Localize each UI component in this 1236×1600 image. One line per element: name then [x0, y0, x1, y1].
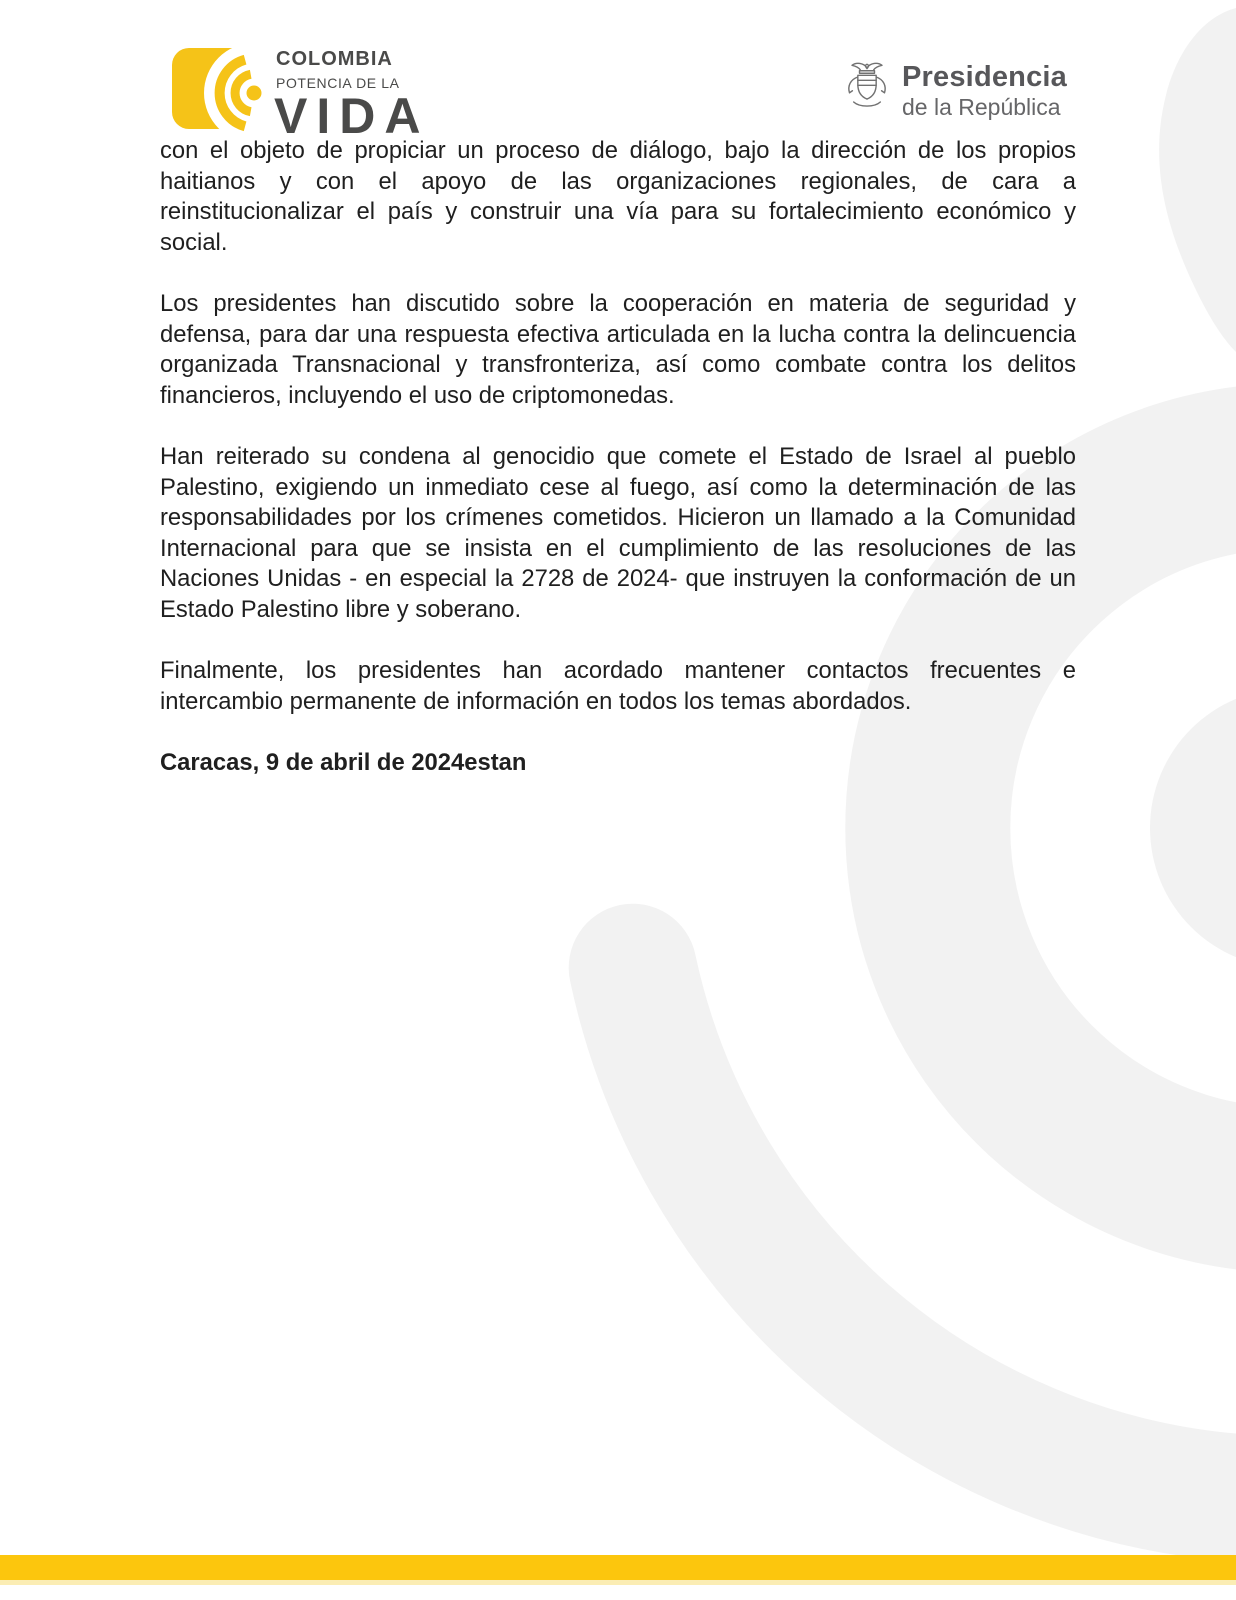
- paragraph: [160, 289, 1076, 411]
- presidencia-logo-line2: de la República: [902, 94, 1061, 120]
- text-line: Los presidentes han discutido sobre la cooperación en materia de seguridad y: [160, 289, 1076, 317]
- text-line: intercambio permanente de información en todos los temas abordados.: [160, 687, 912, 715]
- colombia-logo-icon: [171, 45, 267, 133]
- text-line: responsabilidades por los crímenes cometidos. Hicieron un llamado a la Comunidad: [160, 504, 1076, 532]
- document-body: [160, 136, 1076, 778]
- text-line: Internacional para que se insista en el cumplimiento de las resoluciones de las: [160, 534, 1076, 562]
- closing-date-line: Caracas, 9 de abril de 2024estan: [160, 748, 527, 776]
- colombia-logo: [171, 45, 430, 144]
- colombia-logo-line3: VIDA: [274, 88, 430, 144]
- text-line: Palestino, exigiendo un inmediato cese al fuego, así como la determinación de las: [160, 473, 1076, 501]
- colombia-logo-text: [274, 45, 430, 144]
- presidencia-logo: [842, 58, 1067, 119]
- coat-of-arms-icon: [842, 58, 892, 116]
- text-line: Han reiterado su condena al genocidio que comete el Estado de Israel al pueblo: [160, 442, 1076, 470]
- text-line: organizada Transnacional y transfronteriza, así como combate contra los delitos: [160, 351, 1076, 379]
- colombia-logo-line2: POTENCIA DE LA: [276, 75, 400, 91]
- paragraph: [160, 442, 1076, 626]
- text-line: Estado Palestino libre y soberano.: [160, 595, 522, 623]
- footer-yellow-bar: [0, 1555, 1236, 1580]
- presidencia-logo-line1: Presidencia: [902, 61, 1068, 93]
- paragraph: [160, 136, 1076, 258]
- text-line: reinstitucionalizar el país y construir una vía para su fortalecimiento económico y: [160, 198, 1076, 226]
- text-line: con el objeto de propiciar un proceso de diálogo, bajo la dirección de los propios: [160, 137, 1076, 164]
- footer-accent-strip: [0, 1580, 1236, 1585]
- text-line: social.: [160, 228, 228, 256]
- text-line: haitianos y con el apoyo de las organizaciones regionales, de cara a: [160, 167, 1076, 195]
- paragraphs: [160, 136, 1076, 717]
- text-line: defensa, para dar una respuesta efectiva articulada en la lucha contra la delincuencia: [160, 320, 1076, 348]
- text-line: financieros, incluyendo el uso de criptomonedas.: [160, 381, 675, 409]
- paragraph: [160, 656, 1076, 717]
- colombia-logo-line1: COLOMBIA: [276, 48, 393, 70]
- text-line: Naciones Unidas - en especial la 2728 de 2024- que instruyen la conformación de un: [160, 565, 1076, 593]
- text-line: Finalmente, los presidentes han acordado mantener contactos frecuentes e: [160, 657, 1076, 685]
- presidencia-logo-text: [902, 58, 1067, 119]
